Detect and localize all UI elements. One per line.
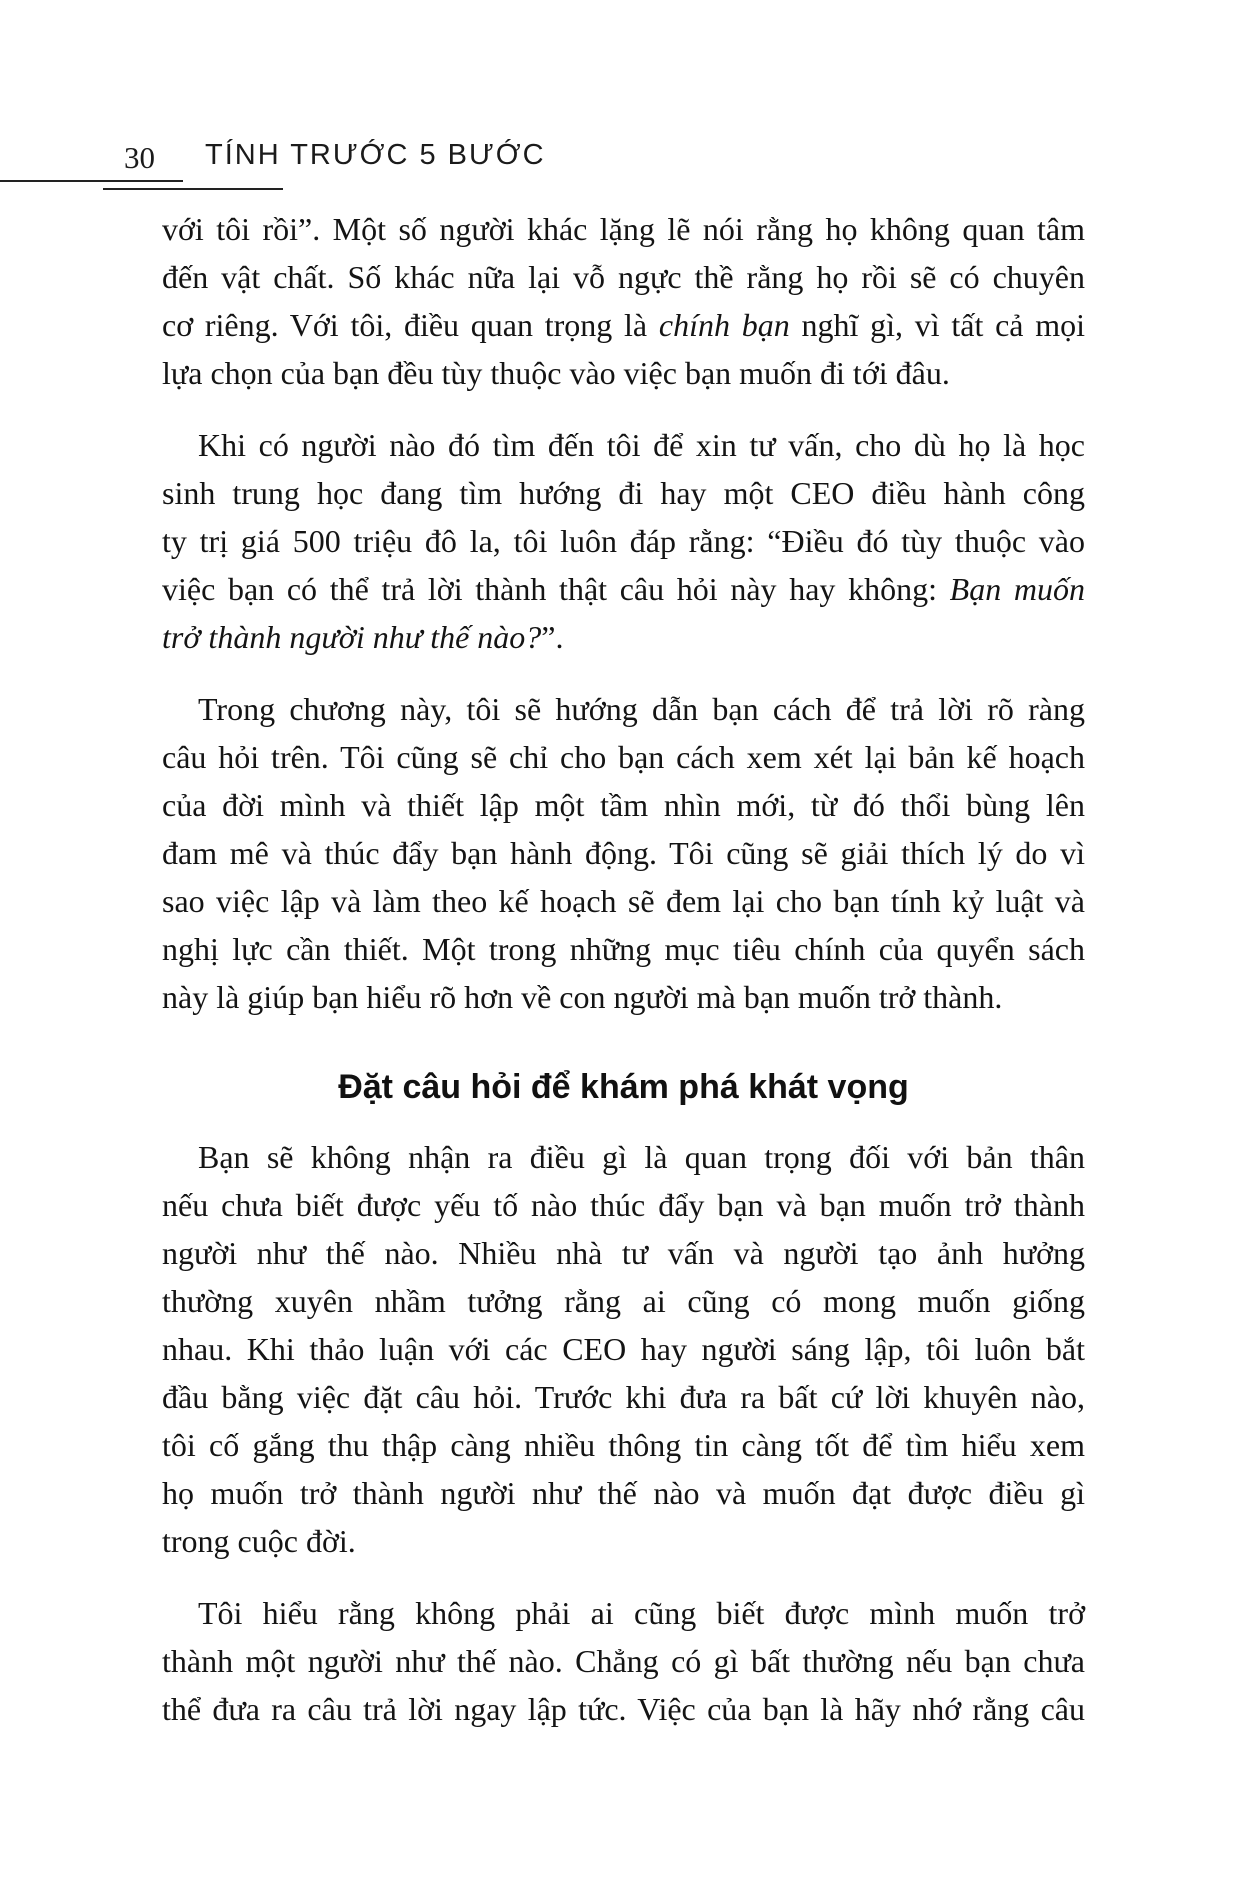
text-segment: sao việc lập và làm theo kế hoạch sẽ đem lại cho bạn tính kỷ luật và (162, 883, 1085, 919)
body-line (162, 1421, 1085, 1469)
italic-text-segment: Bạn muốn (949, 571, 1086, 607)
paragraph (162, 685, 1085, 1021)
body-line (162, 1181, 1085, 1229)
body-line (162, 973, 1085, 1021)
text-segment: thành một người như thế nào. Chẳng có gì bất thường nếu bạn chưa (162, 1643, 1085, 1679)
body-line (162, 925, 1085, 973)
header-rule-right (103, 188, 283, 190)
body-line (162, 613, 1085, 661)
header-rule-left (0, 180, 183, 182)
text-segment: Bạn sẽ không nhận ra điều gì là quan trọng đối với bản thân (198, 1139, 1085, 1175)
text-segment: đến vật chất. Số khác nữa lại vỗ ngực thề rằng họ rồi sẽ có chuyên (162, 259, 1085, 295)
body-line (162, 733, 1085, 781)
body-line (162, 877, 1085, 925)
paragraph (162, 205, 1085, 397)
body-line (162, 517, 1085, 565)
text-segment: tôi cố gắng thu thập càng nhiều thông tin càng tốt để tìm hiểu xem (162, 1427, 1085, 1463)
page-body (162, 205, 1085, 1733)
text-segment: câu hỏi trên. Tôi cũng sẽ chỉ cho bạn cách xem xét lại bản kế hoạch (162, 739, 1085, 775)
body-line (162, 685, 1085, 733)
text-segment: nghĩ gì, vì tất cả mọi (789, 307, 1086, 343)
text-segment: này là giúp bạn hiểu rõ hơn về con người mà bạn muốn trở thành. (162, 979, 1003, 1015)
body-line (162, 1469, 1085, 1517)
text-segment: Tôi hiểu rằng không phải ai cũng biết được mình muốn trở (198, 1595, 1085, 1631)
text-segment: họ muốn trở thành người như thế nào và muốn đạt được điều gì (162, 1475, 1085, 1511)
text-segment: đam mê và thúc đẩy bạn hành động. Tôi cũng sẽ giải thích lý do vì (162, 835, 1085, 871)
body-line (162, 1133, 1085, 1181)
body-line (162, 781, 1085, 829)
body-line (162, 205, 1085, 253)
paragraph (162, 1133, 1085, 1565)
body-line (162, 421, 1085, 469)
text-segment: với tôi rồi”. Một số người khác lặng lẽ nói rằng họ không quan tâm (162, 211, 1085, 247)
body-text-top (162, 205, 1085, 1021)
italic-text-segment: chính bạn (658, 307, 790, 343)
body-line (162, 829, 1085, 877)
body-line (162, 1685, 1085, 1733)
body-line (162, 1277, 1085, 1325)
text-segment: nghị lực cần thiết. Một trong những mục tiêu chính của quyển sách (162, 931, 1085, 967)
body-line (162, 1637, 1085, 1685)
body-line (162, 253, 1085, 301)
body-line (162, 1373, 1085, 1421)
text-segment: lựa chọn của bạn đều tùy thuộc vào việc bạn muốn đi tới đâu. (162, 355, 950, 391)
body-line (162, 1229, 1085, 1277)
italic-text-segment: trở thành người như thế nào? (162, 619, 542, 655)
text-segment: người như thế nào. Nhiều nhà tư vấn và người tạo ảnh hưởng (162, 1235, 1085, 1271)
text-segment: Khi có người nào đó tìm đến tôi để xin tư vấn, cho dù họ là học (198, 427, 1085, 463)
body-line (162, 565, 1085, 613)
body-line (162, 1325, 1085, 1373)
body-line (162, 1517, 1085, 1565)
text-segment: ty trị giá 500 triệu đô la, tôi luôn đáp rằng: “Điều đó tùy thuộc vào (162, 523, 1085, 559)
text-segment: cơ riêng. Với tôi, điều quan trọng là (162, 307, 659, 343)
body-line (162, 1589, 1085, 1637)
text-segment: thường xuyên nhầm tưởng rằng ai cũng có mong muốn giống (162, 1283, 1085, 1319)
running-title: TÍNH TRƯỚC 5 BƯỚC (205, 139, 546, 171)
paragraph (162, 1589, 1085, 1733)
body-line (162, 469, 1085, 517)
text-segment: ”. (541, 619, 564, 655)
body-line (162, 301, 1085, 349)
section-heading: Đặt câu hỏi để khám phá khát vọng (338, 1068, 909, 1106)
text-segment: trong cuộc đời. (162, 1523, 356, 1559)
text-segment: thể đưa ra câu trả lời ngay lập tức. Việc của bạn là hãy nhớ rằng câu (162, 1691, 1085, 1727)
body-text-bottom (162, 1133, 1085, 1733)
text-segment: nhau. Khi thảo luận với các CEO hay người sáng lập, tôi luôn bắt (162, 1331, 1085, 1367)
text-segment: của đời mình và thiết lập một tầm nhìn mới, từ đó thổi bùng lên (162, 787, 1085, 823)
text-segment: đầu bằng việc đặt câu hỏi. Trước khi đưa ra bất cứ lời khuyên nào, (162, 1379, 1085, 1415)
page-number: 30 (124, 140, 155, 175)
text-segment: nếu chưa biết được yếu tố nào thúc đẩy bạn và bạn muốn trở thành (162, 1187, 1085, 1223)
body-line (162, 349, 1085, 397)
paragraph (162, 421, 1085, 661)
text-segment: Trong chương này, tôi sẽ hướng dẫn bạn cách để trả lời rõ ràng (198, 691, 1085, 727)
text-segment: sinh trung học đang tìm hướng đi hay một CEO điều hành công (162, 475, 1085, 511)
text-segment: việc bạn có thể trả lời thành thật câu hỏi này hay không: (162, 571, 950, 607)
